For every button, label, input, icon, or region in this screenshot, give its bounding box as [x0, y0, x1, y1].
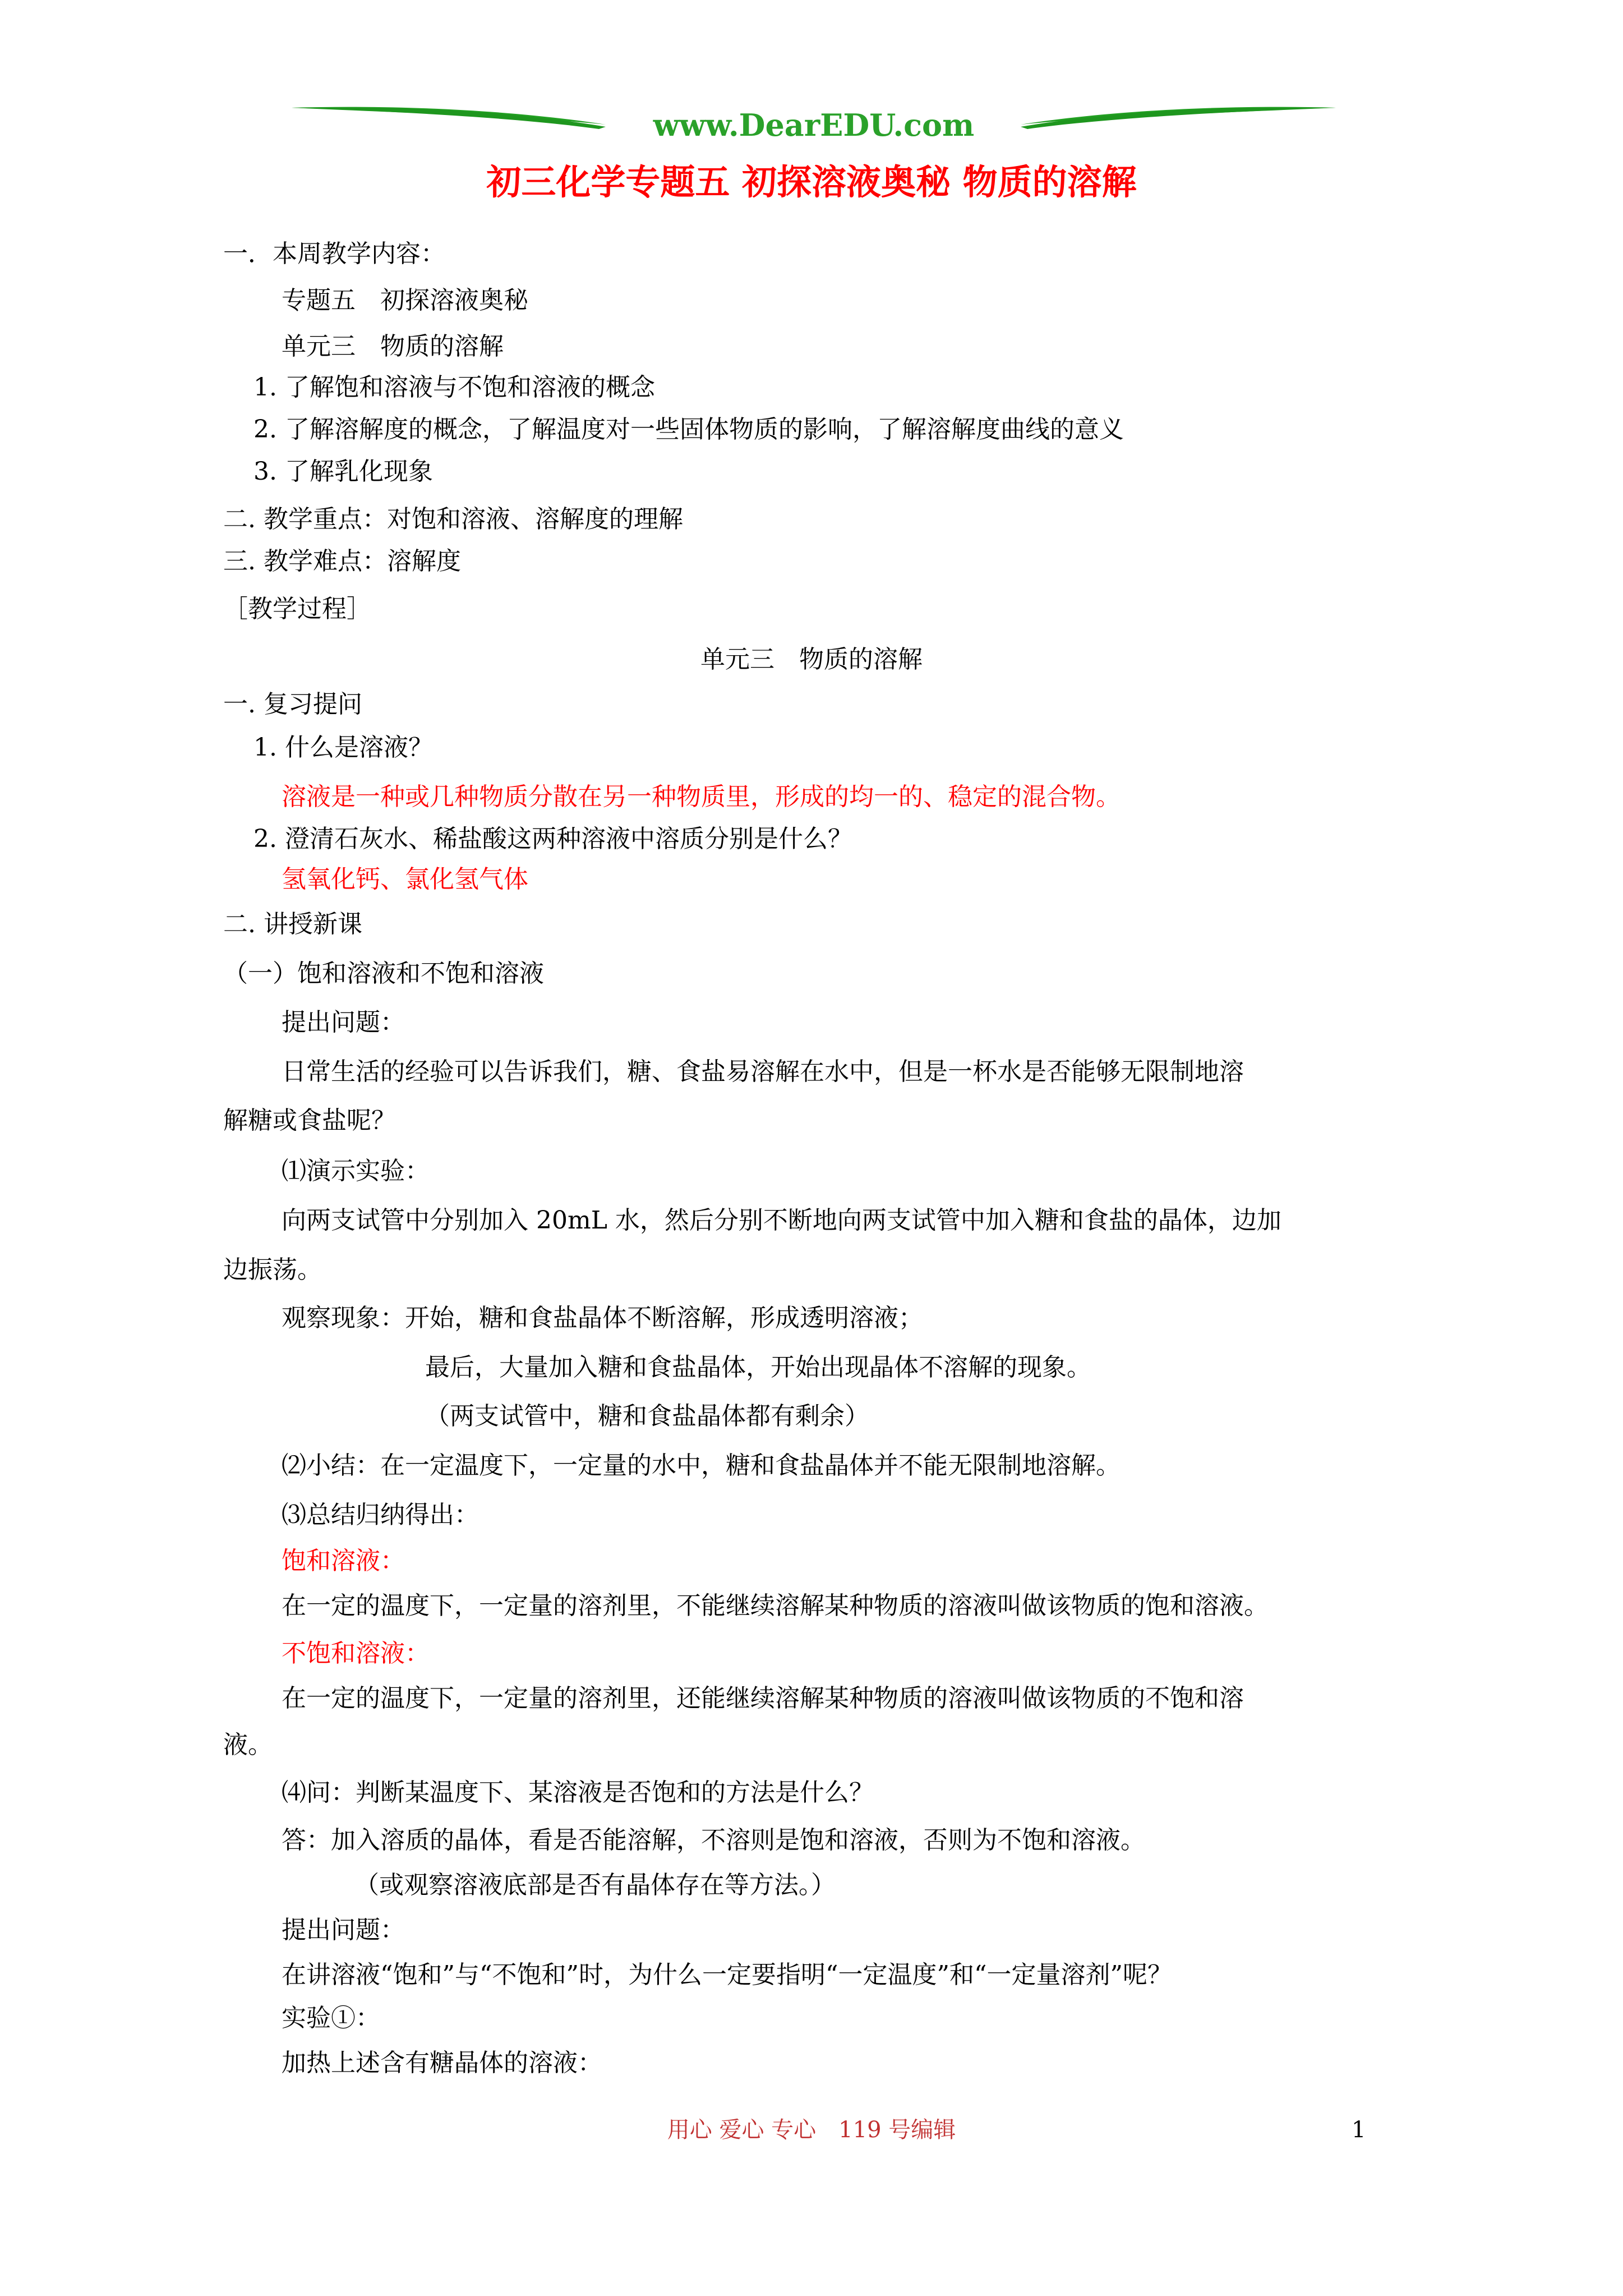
- subsection-heading: （一）饱和溶液和不饱和溶液: [223, 959, 544, 988]
- text-line: ［教学过程］: [223, 595, 371, 623]
- term-heading: 不饱和溶液：: [282, 1639, 430, 1668]
- site-logo-text: www.DearEDU.com: [653, 107, 975, 143]
- text-line: 最后，大量加入糖和食盐晶体，开始出现晶体不溶解的现象。: [425, 1353, 1091, 1382]
- text-line: 观察现象：开始，糖和食盐晶体不断溶解，形成透明溶液；: [282, 1304, 923, 1332]
- term-heading: 饱和溶液：: [282, 1547, 405, 1575]
- text-line: 答：加入溶质的晶体，看是否能溶解，不溶则是饱和溶液，否则为不饱和溶液。: [282, 1826, 1145, 1855]
- page-footer: 用心 爱心 专心 119 号编辑: [667, 2117, 956, 2143]
- text-line: （或观察溶液底部是否有晶体存在等方法。）: [354, 1871, 836, 1899]
- list-item: 1. 什么是溶液？: [253, 733, 433, 762]
- text-line: 专题五 初探溶液奥秘: [282, 286, 528, 315]
- definition-text: 在一定的温度下，一定量的溶剂里，不能继续溶解某种物质的溶液叫做该物质的饱和溶液。: [282, 1591, 1269, 1620]
- definition-text: 液。: [223, 1731, 273, 1759]
- text-line: 向两支试管中分别加入 20mL 水，然后分别不断地向两支试管中加入糖和食盐的晶体，边加: [282, 1206, 1281, 1235]
- text-line: 加热上述含有糖晶体的溶液：: [282, 2049, 602, 2077]
- page-number: 1: [1352, 2117, 1366, 2143]
- text-line: 提出问题：: [282, 1916, 405, 1944]
- text-line: ⑷问：判断某温度下、某溶液是否饱和的方法是什么？: [282, 1778, 874, 1807]
- text-line: 解糖或食盐呢？: [223, 1106, 396, 1135]
- definition-text: 在一定的温度下，一定量的溶剂里，还能继续溶解某种物质的溶液叫做该物质的不饱和溶: [282, 1684, 1244, 1713]
- list-item: 3. 了解乳化现象: [253, 457, 433, 486]
- text-line: 日常生活的经验可以告诉我们，糖、食盐易溶解在水中，但是一杯水是否能够无限制地溶: [282, 1057, 1244, 1086]
- section-heading: 二. 讲授新课: [223, 910, 362, 938]
- text-line: 提出问题：: [282, 1008, 405, 1037]
- text-line: ⑵小结：在一定温度下，一定量的水中，糖和食盐晶体并不能无限制地溶解。: [282, 1451, 1121, 1480]
- section-heading: 三. 教学难点：溶解度: [223, 547, 461, 576]
- list-item: 1. 了解饱和溶液与不饱和溶液的概念: [253, 373, 655, 402]
- centered-heading: 单元三 物质的溶解: [700, 645, 923, 674]
- section-heading: 一. 复习提问: [223, 690, 362, 719]
- section-heading: 二. 教学重点：对饱和溶液、溶解度的理解: [223, 505, 683, 533]
- list-item: 2. 澄清石灰水、稀盐酸这两种溶液中溶质分别是什么？: [253, 825, 852, 853]
- text-line: ⑶总结归纳得出：: [282, 1501, 479, 1529]
- text-line: 实验①：: [282, 2004, 380, 2032]
- text-line: ⑴演示实验：: [282, 1157, 430, 1185]
- answer-text: 溶液是一种或几种物质分散在另一种物质里，形成的均一的、稳定的混合物。: [282, 783, 1121, 811]
- text-line: 在讲溶液“饱和”与“不饱和”时，为什么一定要指明“一定温度”和“一定量溶剂”呢？: [282, 1961, 1172, 1989]
- text-line: （两支试管中，糖和食盐晶体都有剩余）: [425, 1402, 869, 1430]
- text-line: 边振荡。: [223, 1255, 322, 1284]
- list-item: 2. 了解溶解度的概念，了解温度对一些固体物质的影响，了解溶解度曲线的意义: [253, 415, 1124, 444]
- section-heading: 一．本周教学内容：: [223, 240, 445, 268]
- text-line: 单元三 物质的溶解: [282, 332, 504, 361]
- site-banner: [292, 100, 1336, 150]
- answer-text: 氢氧化钙、氯化氢气体: [282, 865, 528, 894]
- page-title: 初三化学专题五 初探溶液奥秘 物质的溶解: [486, 162, 1137, 203]
